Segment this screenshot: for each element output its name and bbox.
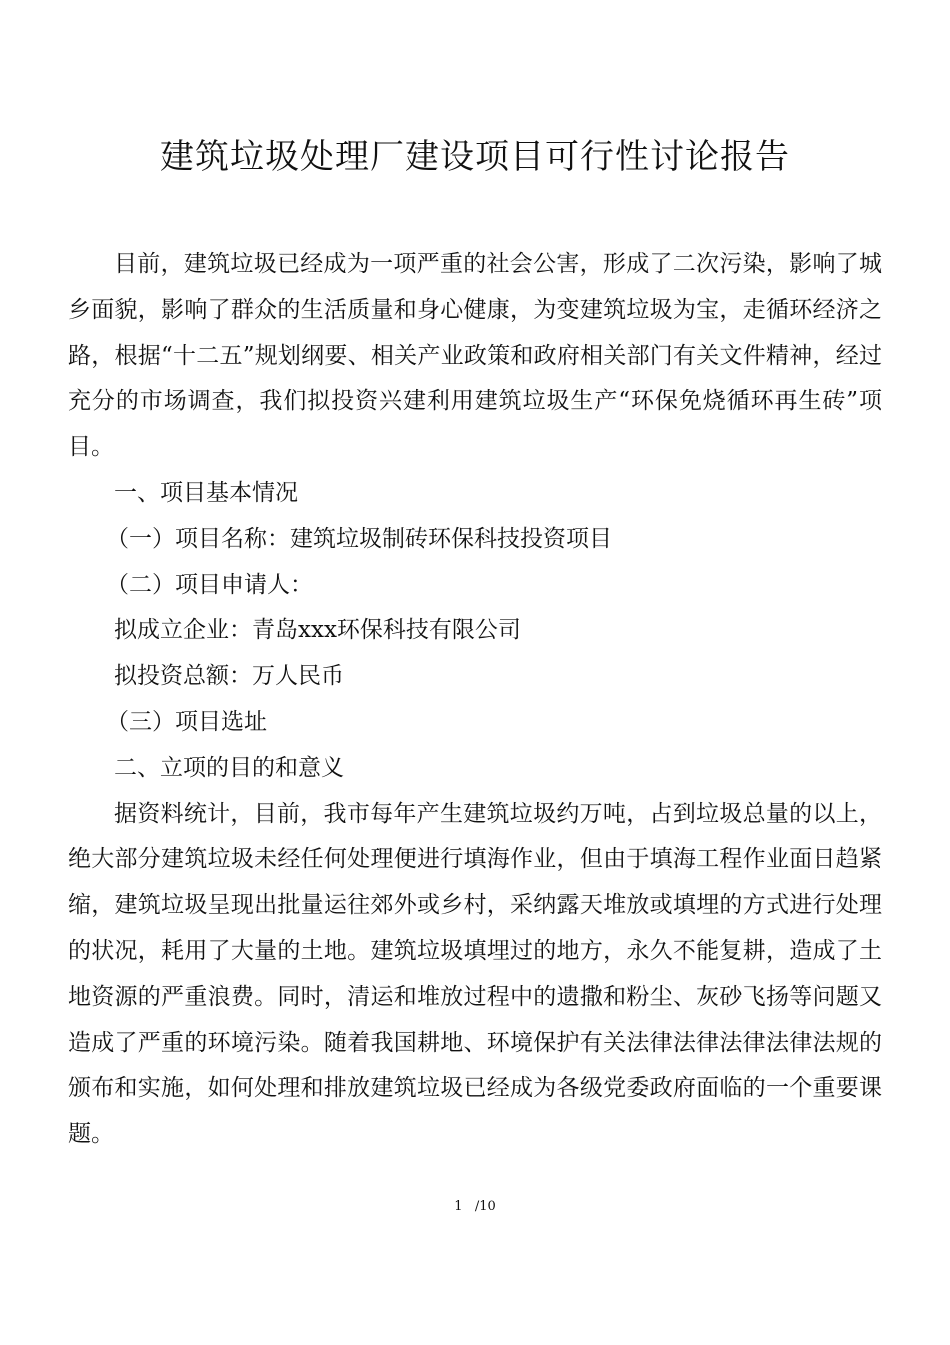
page-total: /10 [474, 1199, 496, 1214]
company-line: 拟成立企业：青岛xxx环保科技有限公司 [114, 617, 521, 644]
section-heading-purpose: 二、立项的目的和意义 [114, 754, 344, 781]
investment-line: 拟投资总额：万人民币 [114, 663, 344, 690]
project-site-line: （三）项目选址 [106, 708, 267, 735]
document-body [68, 242, 882, 1158]
statistics-paragraph: 据资料统计，目前，我市每年产生建筑垃圾约万吨，占到垃圾总量的以上，绝大部分建筑垃圾未经任何处理便进行填海作业，但由于填海工程作业面日趋紧缩，建筑垃圾呈现出批量运往郊外或乡村，采纳露天堆放或填埋的方式进行处理的状况，耗用了大量的土地。建筑垃圾填埋过的地方，永久不能复耕，造成了土地资源的严重浪费。同时，清运和堆放过程中的遗撒和粉尘、灰砂飞扬等问题又造成了严重的环境污染。随着我国耕地、环境保护有关法律法律法律法律法规的颁布和实施，如何处理和排放建筑垃圾已经成为各级党委政府面临的一个重要课题。 [68, 800, 882, 1148]
project-applicant-line: （二）项目申请人： [106, 571, 313, 598]
page-number: 1 [454, 1199, 463, 1214]
section-heading-basic-info: 一、项目基本情况 [114, 479, 298, 506]
intro-paragraph: 目前，建筑垃圾已经成为一项严重的社会公害，形成了二次污染，影响了城乡面貌，影响了群众的生活质量和身心健康，为变建筑垃圾为宝，走循环经济之路，根据“十二五”规划纲要、相关产业政策和政府相关部门有关文件精神，经过充分的市场调查，我们拟投资兴建利用建筑垃圾生产“环保免烧循环再生砖”项目。 [68, 251, 882, 461]
page-number-footer [0, 1198, 950, 1216]
document-title: 建筑垃圾处理厂建设项目可行性讨论报告 [160, 137, 790, 177]
project-name-line: （一）项目名称：建筑垃圾制砖环保科技投资项目 [106, 525, 612, 552]
